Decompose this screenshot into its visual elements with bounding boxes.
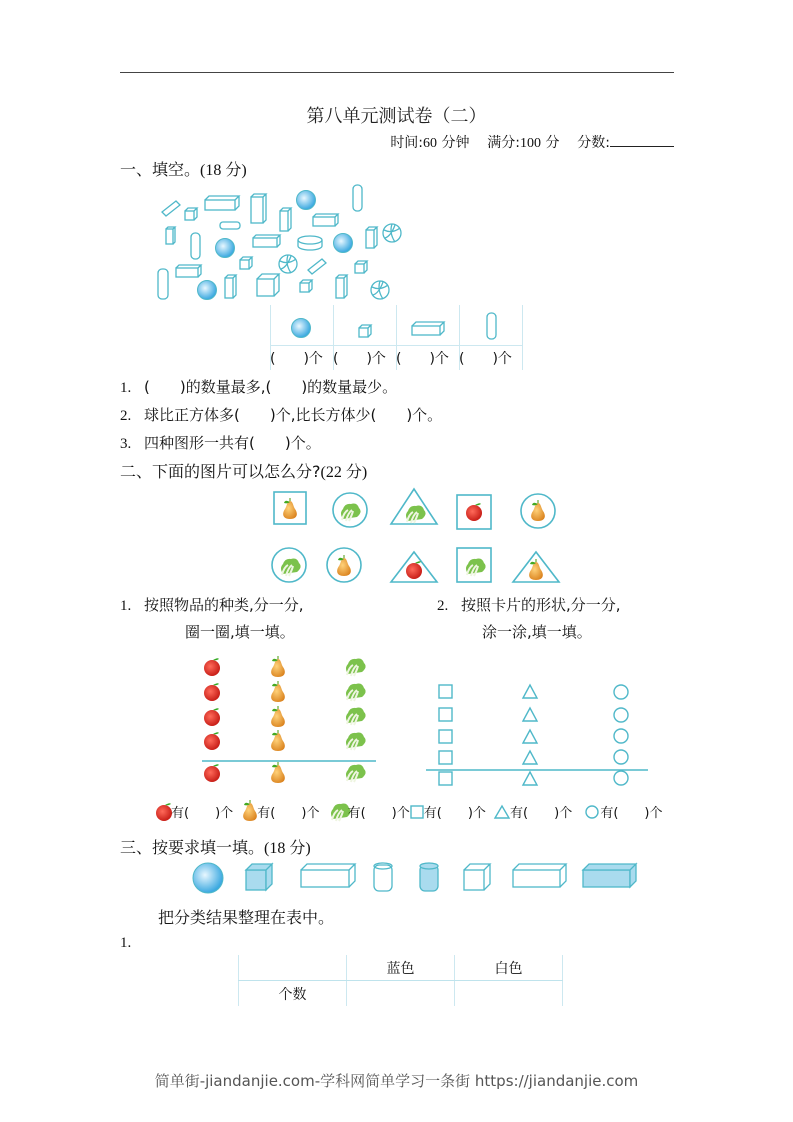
picture-cards [260,482,570,592]
cube-icon [359,325,371,337]
cuboid-icon [336,275,347,298]
sphere-icon [216,239,235,258]
section-2-heading: 二、下面的图片可以怎么分?(22 分) [120,462,368,481]
colored-shapes-row [190,860,640,896]
cube-icon [185,208,197,220]
cabbage-icon [330,802,348,820]
question-1-1: 1. ( )的数量最多,( )的数量最少。 [120,378,398,396]
sphere-icon [334,234,353,253]
pear-icon [529,559,543,580]
question-3-1-number: 1. [120,935,132,951]
page-title: 第八单元测试卷（二） [306,106,487,127]
ball-pattern-icon [371,281,389,299]
cabbage-icon [466,559,486,577]
triangle-icon [494,805,510,819]
table-answer-cell-white[interactable] [455,981,563,1007]
apple-icon [406,561,422,579]
count-blank-cylinder[interactable]: ( )个 [459,351,512,367]
pear-icon [337,555,351,576]
white-cuboid-icon [513,864,566,887]
question-1-2: 2. 球比正方体多( )个,比长方体少( )个。 [120,406,443,424]
header-rule [120,72,674,73]
cuboid-icon [176,265,201,277]
cabbage-count-blank[interactable]: 有( )个 [347,806,410,821]
score-blank[interactable] [610,132,674,147]
section-3-heading: 三、按要求填一填。(18 分) [120,838,311,857]
cuboid-icon [313,214,338,226]
question-2-2: 2. 按照卡片的形状,分一分, 涂一涂,填一填。 [437,596,621,641]
exam-meta: 时间:60 分钟 满分:100 分 分数: [390,132,674,152]
sphere-icon [292,319,311,338]
footer-watermark: 简单街-jiandanjie.com-学科网简单学习一条街 https://jiandanjie.com [154,1072,639,1090]
cuboid-icon [220,222,240,229]
cabbage-icon [341,504,361,522]
pear-count-blank[interactable]: 有( )个 [257,806,320,821]
white-cuboid-icon [301,864,355,887]
triangle-count-blank[interactable]: 有( )个 [510,806,573,821]
cuboid-icon [166,227,175,244]
section-1-heading: 一、填空。(18 分) [120,160,247,179]
apple-icon [157,804,171,820]
cuboid-icon [225,275,236,298]
table-header-cell: 白色 [455,955,563,981]
cube-icon [355,261,367,273]
cube-icon [257,274,279,296]
question-2-1: 1. 按照物品的种类,分一分, 圈一圈,填一填。 [120,596,304,641]
table-row [239,981,563,1007]
apple-count-blank[interactable]: 有( )个 [171,806,234,821]
pear-icon [283,498,297,519]
tally-answer-row [157,802,663,821]
result-table [238,955,563,1006]
count-row [270,348,522,368]
cube-icon [300,280,312,292]
cylinder-icon [353,185,362,211]
pear-icon [531,500,545,521]
sphere-icon [297,191,316,210]
cube-icon [240,257,252,269]
cylinder-icon [298,236,322,250]
shapes-collection [150,180,420,310]
table-row-label: 个数 [239,981,347,1007]
blue-cube-icon [246,864,272,890]
item-tally-chart [190,652,390,792]
blue-cylinder-icon [420,863,438,891]
white-cylinder-icon [374,863,392,891]
ball-pattern-icon [279,255,297,273]
shape-tally-chart [420,670,660,795]
circle-count-blank[interactable]: 有( )个 [600,806,663,821]
cuboid-icon [412,322,444,335]
table-header-cell: 蓝色 [347,955,455,981]
grid-divider [270,345,523,346]
sphere-icon [198,281,217,300]
cuboid-icon [205,196,239,210]
square-icon [410,805,424,819]
pear-column [271,656,285,783]
cylinder-icon [191,233,200,259]
cuboid-icon [253,235,280,247]
sphere-icon [193,863,223,893]
cabbage-icon [281,559,301,577]
circle-icon [584,805,600,819]
count-blank-cuboid[interactable]: ( )个 [396,351,449,367]
cuboid-icon [308,259,326,274]
pear-icon [243,802,257,820]
shape-column-icons [270,310,523,345]
apple-icon [466,503,482,521]
question-1-3: 3. 四种图形一共有( )个。 [120,434,321,452]
table-header-row [239,955,563,981]
white-cube-icon [464,864,490,890]
cuboid-icon [366,227,377,248]
cuboid-icon [162,201,180,216]
section-3-instruction: 把分类结果整理在表中。 [158,908,335,927]
table-answer-cell-blue[interactable] [347,981,455,1007]
apple-column [204,658,220,782]
cabbage-icon [406,506,426,524]
count-blank-sphere[interactable]: ( )个 [270,351,323,367]
cabbage-column [346,659,366,783]
cylinder-icon [158,269,168,299]
cuboid-icon [251,194,266,223]
ball-pattern-icon [383,224,401,242]
count-blank-cube[interactable]: ( )个 [333,351,386,367]
blue-cuboid-icon [583,864,636,887]
table-header-cell [239,955,347,981]
cuboid-icon [280,208,291,231]
cylinder-icon [487,313,496,339]
square-count-blank[interactable]: 有( )个 [423,806,486,821]
